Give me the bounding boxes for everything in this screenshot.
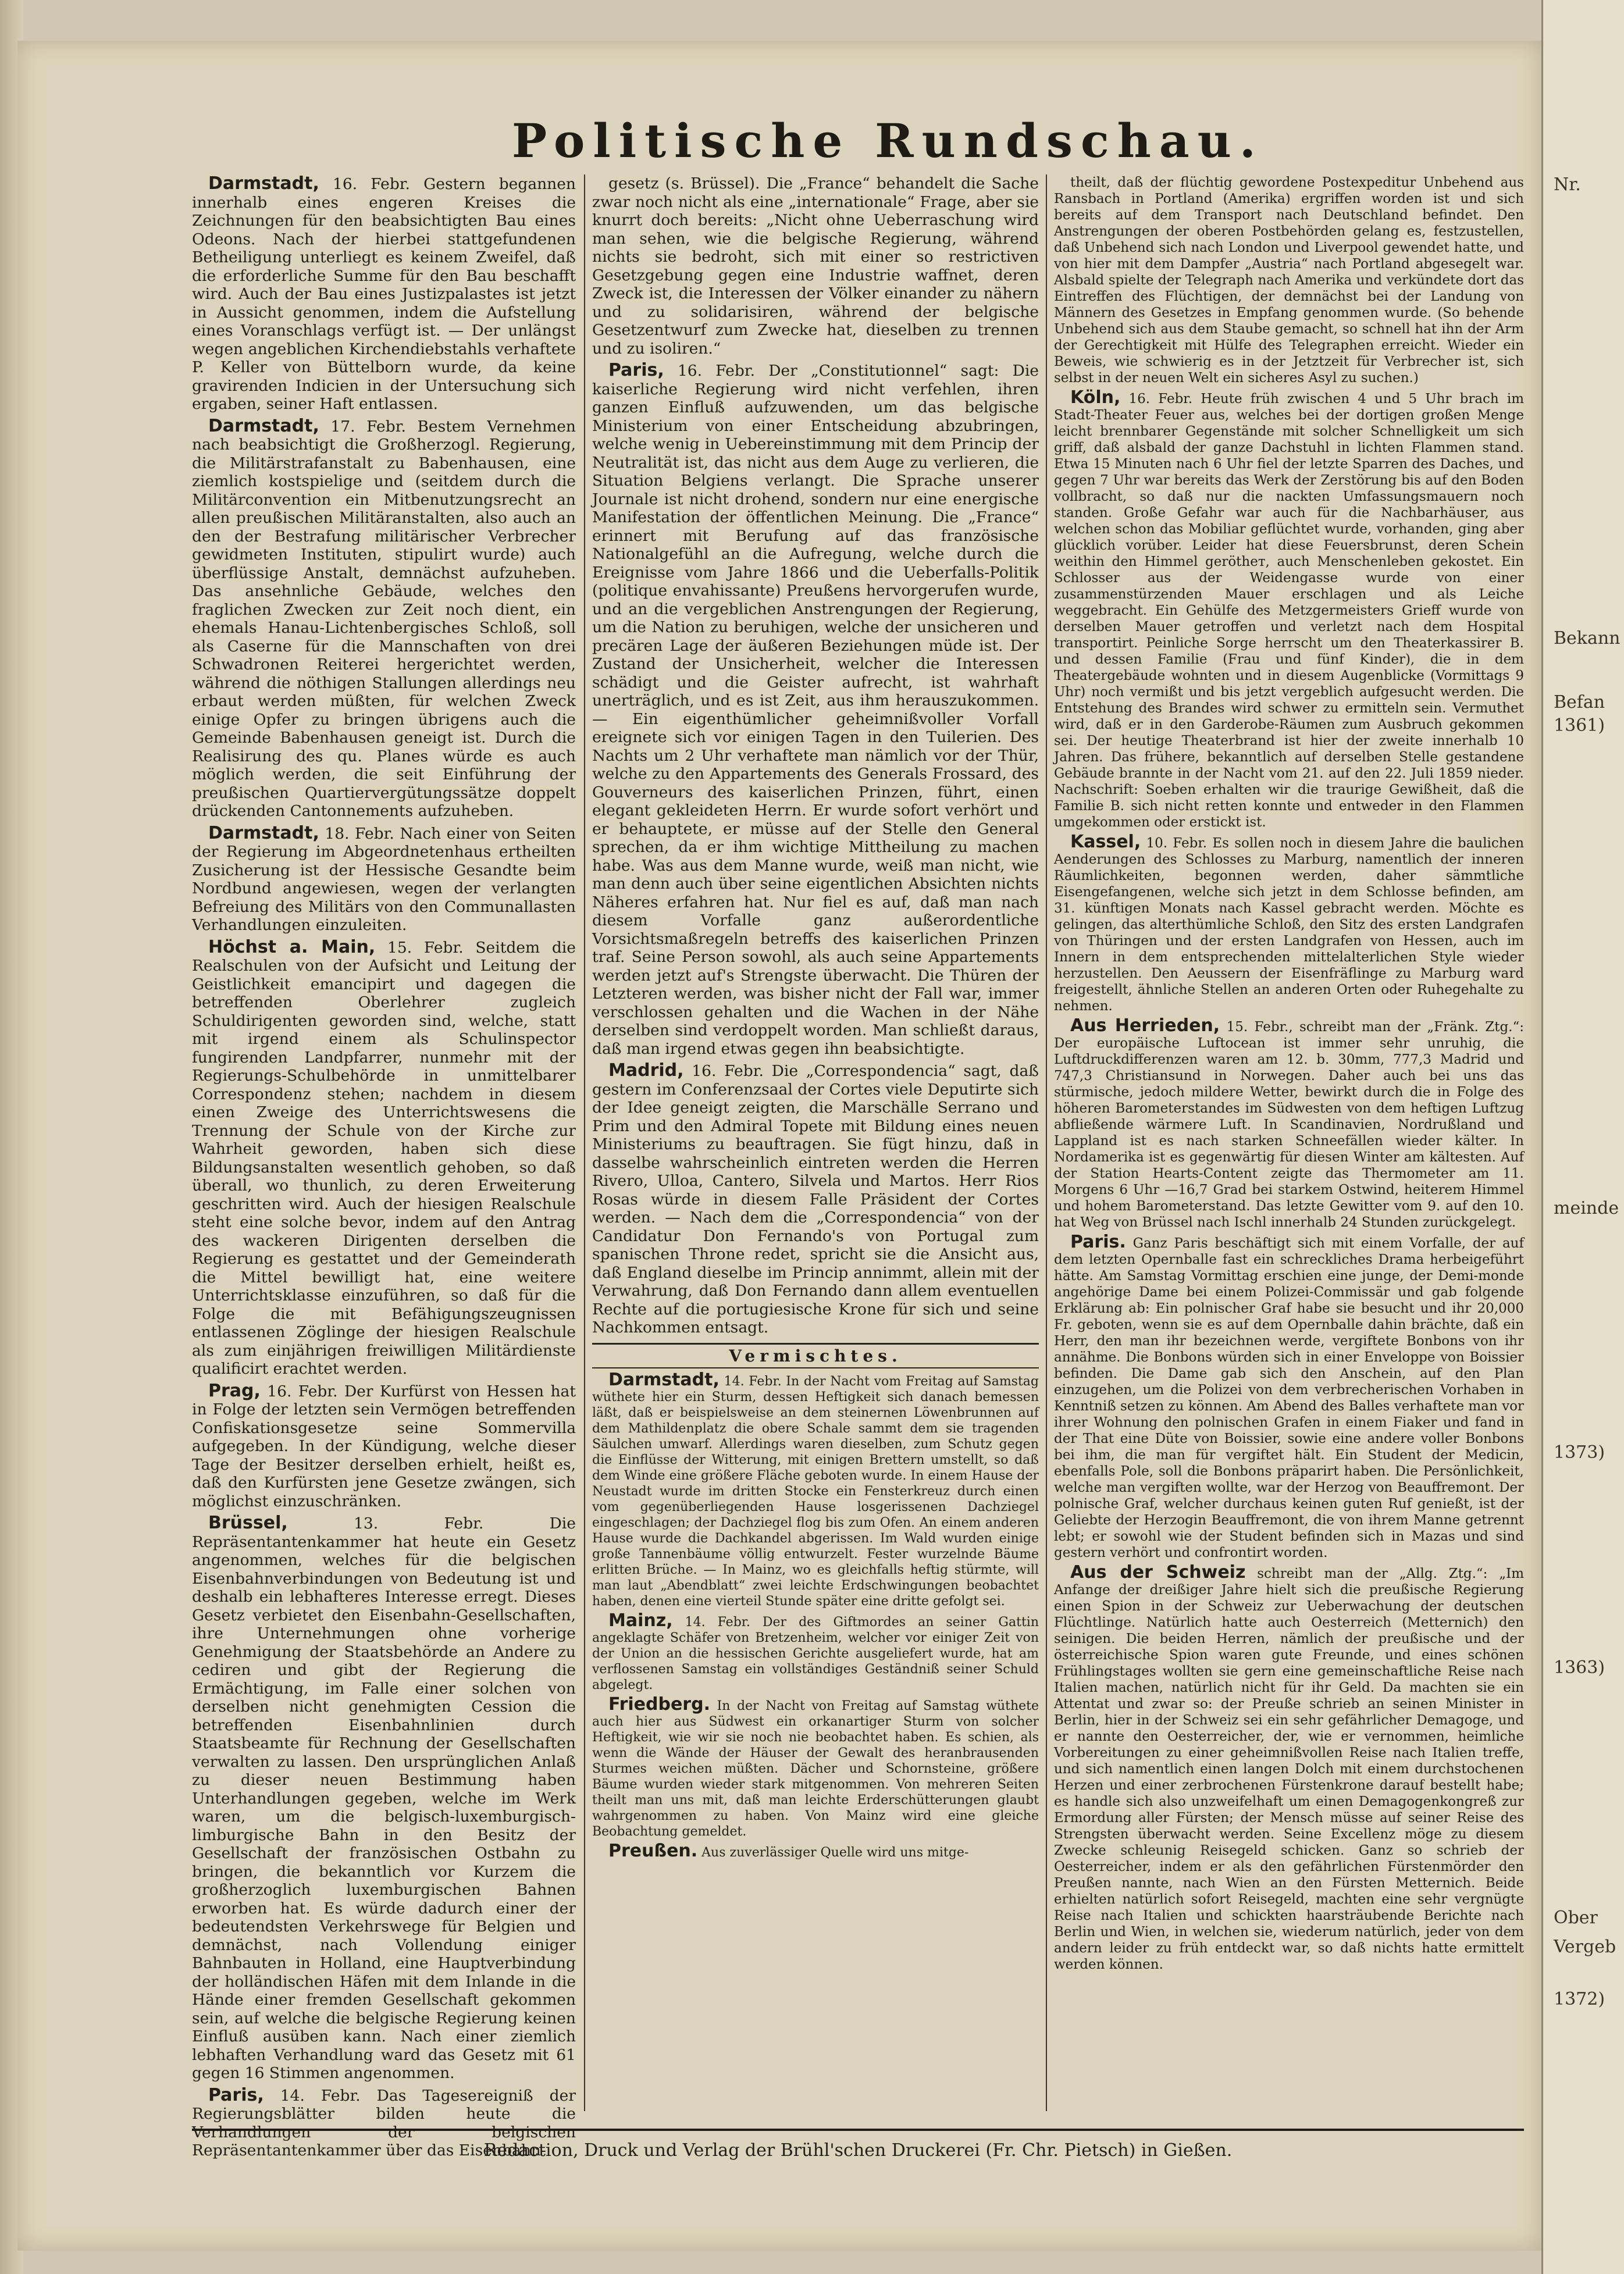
column-1 xyxy=(192,174,576,2163)
article xyxy=(192,824,576,935)
article-body: Gestern begannen innerhalb eines engeren Kreises die Zeichnungen für den beabsichtigten Bau eines Odeons. Nach der hierbei stattgefundenen Betheiligung unterliegt es keinem Zweifel, daß die erforderliche Summe für den Bau beschafft wird. Auch der Bau eines Justizpalastes ist jetzt in Aussicht genommen, indem die Aufstellung eines Voranschlags verfügt ist. — Der unlängst wegen angeblichen Kirchendiebstahls verhaftete P. Keller von Büttelborn wurde, da keine gravirenden Indicien in der Untersuchung sich ergaben, seiner Haft entlassen. xyxy=(192,175,576,413)
strip-fragment: Vergeb xyxy=(1554,1937,1616,1957)
adjacent-page-strip xyxy=(1541,0,1624,2274)
article-dateline: Friedberg. xyxy=(608,1694,710,1715)
article-body: Die Repräsentantenkammer hat heute ein Gesetz angenommen, welches für die belgischen Eisenbahnverbindungen von Bedeutung ist und deshalb ein lebhafteres Interesse erregt. Dieses Gesetz verbietet den Eisenbahn-Gesellschaften, ihre Unternehmungen ohne vorherige Genehmigung der Staatsbehörde an Andere zu cediren und gibt der Regierung die Ermächtigung, im Falle einer solchen von derselben nicht genehmigten Cession die betreffenden Eisenbahnlinien durch Staatsbeamte für Rechnung der Gesellschaften verwalten zu lassen. Den ursprünglichen Anlaß zu dieser neuen Bestimmung haben Unterhandlungen gegeben, welche im Werk waren, um die belgisch-luxemburgisch-limburgische Bahn in den Besitz der Gesellschaft der französischen Ostbahn zu bringen, die bekanntlich vor Kurzem die großherzoglich luxemburgischen Bahnen erworben hat. Es würde dadurch einer der bedeutendsten Verkehrswege für Belgien und demnächst, nach Vollendung einiger Bahnbauten in Holland, eine Hauptverbindung der holländischen Häfen mit dem Inlande in die Hände einer fremden Gesellschaft gekommen sein, auf welche die belgische Regierung keinen Einfluß ausüben kann. Nach einer ziemlich lebhaften Verhandlung ward das Gesetz mit 61 gegen 16 Stimmen angenommen. xyxy=(192,1514,576,2082)
strip-fragment: Bekann xyxy=(1554,628,1621,648)
article-date: 15. Febr. xyxy=(387,938,464,957)
article xyxy=(592,174,1039,358)
article-body: schreibt man der „Fränk. Ztg.“: Der europäische Luftocean ist immer sehr unruhig, die Luftdruckdifferenzen waren am 12. b. 30mm, 777,3 Madrid und 747,3 Christiansund in Norwegen. Daher auch bei uns das stürmische, jedoch mildere Wetter, bewirkt durch die in Folge des höheren Barometerstandes im Südwesten von dem heftigen Luftzug abfließende wärmere Luft. In Scandinavien, Nordrußland und Lappland ist es nach starken Schneefällen wieder kälter. In Nordamerika ist es gegenwärtig für diesen Winter am kältesten. Auf der Station Hearts-Content zeigte das Thermometer am 11. Morgens 6 Uhr —16,7 Grad bei starkem Ostwind, heiterem Himmel und hohem Barometerstand. Das letzte Gewitter vom 9. auf den 10. hat Weg von Brüssel nach Ischl innerhalb 24 Stunden zurückgelegt. xyxy=(1054,1020,1524,1230)
article-date: 16. Febr. xyxy=(692,1062,764,1080)
article-date: 18. Febr. xyxy=(325,824,394,843)
article xyxy=(592,1372,1039,1609)
imprint-footer: Redaction, Druck und Verlag der Brühl'schen Druckerei (Fr. Chr. Pietsch) in Gießen. xyxy=(483,2140,1233,2161)
article-body: Seitdem die Realschulen von der Aufsicht und Leitung der Geistlichkeit emancipirt und dagegen die betreffenden Oberlehrer zugleich Schuldirigenten geworden sind, welche, statt mit irgend einem als Schulinspector fungirenden Landpfarrer, nunmehr mit der Regierungs-Schulbehörde in unmittelbarer Correspondenz stehen; nachdem in diesem einen Zweige des Unterrichtswesens die Trennung der Schule von der Kirche zur Wahrheit geworden, haben sich diese Bildungsanstalten wesentlich gehoben, so daß überall, wo thunlich, zu deren Erweiterung geschritten wird. Auch der hiesigen Realschule steht eine solche bevor, indem auf den Antrag des wackeren Dirigenten derselben die Regierung es gestattet und der Gemeinderath die Mittel bewilligt hat, eine weitere Unterrichtsklasse einzuführen, so daß für die Folge die mit Befähigungszeugnissen entlassenen Zöglinge der hiesigen Realschule als zum einjährigen freiwilligen Militärdienste qualificirt erachtet werden. xyxy=(192,938,576,1378)
article xyxy=(192,1382,576,1511)
article-dateline: Prag, xyxy=(208,1380,261,1401)
article-dateline: Aus der Schweiz xyxy=(1070,1562,1246,1582)
column-rule xyxy=(1046,174,1047,2111)
article-body: Der des Giftmordes an seiner Gattin angeklagte Schäfer von Bretzenheim, welcher vor einiger Zeit von der Union an die hessischen Gerichte ausgeliefert wurde, hat am verflossenen Samstag ein vollständiges Geständniß seiner Schuld abgelegt. xyxy=(592,1615,1039,1692)
article xyxy=(192,938,576,1378)
article-dateline: Kassel, xyxy=(1070,832,1141,852)
article-dateline: Darmstadt, xyxy=(208,822,319,843)
article-body: Es sollen noch in diesem Jahre die baulichen Aenderungen des Schlosses zu Marburg, namentlich der inneren Räumlichkeiten, begonnen werden, daher sämmtliche Eisengefangenen, welche sich jetzt in dem Schlosse befinden, am 31. künftigen Monats nach Kassel gebracht werden. Möchte es gelingen, das alterthümliche Schloß, den Sitz des ersten Landgrafen von Thüringen und der ersten Landgrafen von Hessen, auch im Innern in dem entsprechenden mittelalterlichen Style wieder herzustellen. Den Aeussern der Eisenfräflinge zu Marburg ward freigestellt, ähnliche Stellen an anderen Orten oder Ruhegehalte zu nehmen. xyxy=(1054,836,1525,1014)
article xyxy=(592,1843,1039,1860)
article-dateline: Brüssel, xyxy=(208,1513,288,1533)
article-dateline: Mainz, xyxy=(608,1610,673,1631)
article-body: Die „Correspondencia“ sagt, daß gestern im Conferenzsaal der Cortes viele Deputirte sich der Idee geneigt zeigten, die Marschälle Serrano und Prim und den Admiral Topete mit Bildung eines neuen Ministeriums zu beauftragen. Sie fügt hinzu, daß in dasselbe wahrscheinlich eintreten werden die Herren Rivero, Ulloa, Cantero, Silvela und Martos. Herr Rios Rosas würde in diesem Falle Präsident der Cortes werden. — Nach dem die „Correspondencia“ von der Candidatur Don Fernando's von Portugal zum spanischen Throne redet, spricht sie die Ansicht aus, daß England dieselbe im Princip annimmt, allein mit der Verwahrung, daß Don Fernando dann allem eventuellen Rechte auf die portugiesische Krone für sich und seine Nachkommen entsagt. xyxy=(592,1062,1039,1336)
article-dateline: Paris. xyxy=(1070,1232,1126,1252)
article-body: In der Nacht vom Freitag auf Samstag wüthete hier ein Sturm, dessen Heftigkeit sich danach bemessen läßt, daß er beispielsweise an dem steinernen Löwenbrunnen auf dem Mathildenplatz die obere Schale sammt dem sie tragenden Säulchen umwarf. Allerdings waren dieselben, zum Schutz gegen die Einflüsse der Witterung, mit einigen Brettern umstellt, so daß dem Winde eine größere Fläche geboten wurde. In einem Hause der Neustadt wurde im dritten Stocke ein Fensterkreuz durch einen vom gegenüberliegenden Hause losgerissenen Dachziegel eingeschlagen; der Dachziegel flog bis zum Ofen. An einem anderen Hause wurde die Dachkandel abgerissen. Im Wald wurden einige große Tannenbäume völlig entwurzelt. Fester wurzelnde Bäume erlitten Brüche. — In Mainz, wo es gleichfalls heftig stürmte, will man laut „Abendblatt“ zwei leichte Erdschwingungen beobachtet haben, denen eine vierteil Stunde später eine dritte gefolgt sei. xyxy=(592,1374,1039,1609)
article-date: 16. Febr. xyxy=(1128,391,1193,407)
article-body: In der Nacht von Freitag auf Samstag wüthete auch hier aus Südwest ein orkanartiger Sturm von solcher Heftigkeit, wie wir sie noch nie beobachtet haben. Es schien, als wenn die Wände der Häuser der Gewalt des heranbrausenden Sturmes weichen müßten. Dächer und Schornsteine, größere Bäume wurden wieder stark mitgenommen. Von mehreren Seiten theilt man uns mit, daß man leichte Erderschütterungen glaubt wahrgenommen zu haben. Von Mainz wird eine gleiche Beobachtung gemeldet. xyxy=(592,1699,1039,1839)
article-date: 16. Febr. xyxy=(267,1382,338,1400)
article xyxy=(192,174,576,414)
article-dateline: Paris, xyxy=(208,2084,264,2105)
column-2 xyxy=(592,174,1039,1864)
article xyxy=(192,1514,576,2083)
article-dateline: Paris, xyxy=(608,360,664,380)
article-body: gesetz (s. Brüssel). Die „France“ behandelt die Sache zwar noch nicht als eine „internationale“ Frage, aber sie knurrt doch bereits: „Nicht ohne Ueberraschung wird man sehen, wie die belgische Regierung, während nichts sie bedroht, sich mit einer so restrictiven Gesetzgebung gegen eine Industrie waffnet, deren Zweck ist, die Interessen der Völker einander zu nähern und zu solidarisiren, während der belgische Gesetzentwurf zum Zwecke hat, dieselben zu trennen und zu isoliren.“ xyxy=(592,174,1039,358)
strip-fragment: 1372) xyxy=(1554,1989,1605,2009)
article xyxy=(192,417,576,821)
article xyxy=(1054,834,1524,1014)
article-body: Bestem Vernehmen nach beabsichtigt die Großherzogl. Regierung, die Militärstrafanstalt zu Babenhausen, eine ziemlich kostspielige und (seitdem durch die Militärconvention ein Mitbenutzungsrecht an allen preußischen Militäranstalten, also auch an den der Bestrafung militärischer Verbrecher gewidmeten Instituten, stipulirt wurde) auch überflüssige Anstalt, demnächst aufzuheben. Das ansehnliche Gebäude, welches den fraglichen Zwecken zur Zeit noch dient, ein ehemals Hanau-Lichtenbergisches Schloß, soll als Caserne für die Mannschaften von drei Schwadronen Reiterei hergerichtet werden, während die nöthigen Stallungen allerdings neu erbaut werden müßten, für welchen Zweck einige Opfer zu bringen übrigens auch die Gemeinde Babenhausen geneigt ist. Durch die Realisirung des qu. Planes würde es auch möglich werden, die seit Einführung der preußischen Quartiervergütungssätze doppelt drückenden Cantonnements aufzuheben. xyxy=(192,417,576,820)
article-date: 16. Febr. xyxy=(677,362,756,380)
article xyxy=(592,361,1039,1058)
article xyxy=(1054,174,1524,386)
article-dateline: Darmstadt, xyxy=(208,415,319,436)
article-dateline: Darmstadt, xyxy=(608,1370,720,1390)
article-date: 13. Febr. xyxy=(354,1514,484,1532)
article-date: 14. Febr. xyxy=(685,1615,750,1630)
article xyxy=(592,1610,1039,1693)
strip-fragment: meinde xyxy=(1554,1198,1619,1218)
strip-fragment: Nr. xyxy=(1554,174,1581,195)
article-body: theilt, daß der flüchtig gewordene Postexpeditur Unbehend aus Ransbach in Portland (Amerika) ergriffen worden ist und sich bereits auf dem Transport nach Deutschland befindet. Den Anstrengungen der oberen Postbehörden gelang es, festzustellen, daß Unbehend sich nach London und Liverpool gewendet hatte, und von hier mit dem Dampfer „Austria“ nach Portland abgesegelt war. Alsbald spielte der Telegraph nach Amerika und verkündete dort das Eintreffen des Flüchtigen, der demnächst bei der Landung von Männern des Gesetzes in Empfang genommen wurde. (So behende Unbehend sich aus dem Staube gemacht, so schnell hat ihn der Arm der Gerechtigkeit mit Hülfe des Telegraphen erreicht. Wieder ein Beweis, wie schwierig es in der Jetztzeit für Verbrecher ist, sich selbst in der neuen Welt ein sicheres Asyl zu suchen.) xyxy=(1054,175,1524,386)
article-date: 16. Febr. xyxy=(332,175,410,193)
vermischtes-heading: Vermischtes. xyxy=(592,1343,1039,1369)
article xyxy=(1054,387,1525,831)
article-body: Der Kurfürst von Hessen hat in Folge der letzten sein Vermögen betreffenden Confiskationsgesetze seine Sommervilla aufgegeben. In der Kündigung, welche dieser Tage der Besitzer derselben erhielt, heißt es, daß den Kurfürsten jene Gesetze zwängen, sich möglichst einzuschränken. xyxy=(192,1382,576,1510)
article-dateline: Preußen. xyxy=(608,1841,698,1861)
article-date: 14. Febr. xyxy=(724,1374,782,1389)
strip-fragment: Befan xyxy=(1554,692,1605,712)
article xyxy=(1054,1234,1524,1561)
article-body: schreibt man der „Allg. Ztg.“: „Im Anfange der dreißiger Jahre hielt sich die preußische Regierung einen Spion in der Schweiz zur Ueberwachung der deutschen Flüchtlinge. Natürlich hatte auch Oesterreich (Metternich) den seinigen. Die beiden Herren, nämlich der preußische und der österreichische Spion waren gute Freunde, und eines schönen Frühlingstages wollten sie gern eine gemeinschaftliche Reise nach Italien machen, natürlich nicht für ihr Geld. Da machten sie ein Attentat und zwar so: der Preuße schrieb an seinen Minister in Berlin, hier in der Schweiz sei ein sehr gefährlicher Demagoge, und er nannte den Oesterreicher, der, wie er vernommen, heimliche Vorbereitungen zu einer geheimnißvollen Reise nach Italien treffe, und sich namentlich einen langen Dolch mit einem durchstochenen Herzen und einer zerbrochenen Fürstenkrone darauf bestellt habe; es handle sich also unzweifelhaft um einen Demagogenkongreß zur Ermordung aller Fürsten; der Mensch müsse auf seiner Reise des Strengsten überwacht werden. Seine Excellenz möge zu diesem Zwecke schleunig Reisegeld schicken. Ganz so schrieb der Oesterreicher, indem er als den gefährlichen Fürstenmörder den Preußen nannte, nach Wien an den Fürsten Metternich. Beide erhielten natürlich sofort Reisegeld, machten eine sehr vergnügte Reise nach Italien und schickten haarsträubende Berichte nach Berlin und Wien, in welchen sie, wiederum natürlich, jeder von dem andern leider zu früh entdeckt war, so daß nichts hatte ermittelt werden können. xyxy=(1054,1566,1524,1972)
article-dateline: Darmstadt, xyxy=(208,173,319,194)
article xyxy=(592,1061,1039,1337)
strip-fragment: 1373) xyxy=(1554,1442,1605,1463)
article xyxy=(592,1696,1039,1840)
article-body: Das Tagesereigniß der Regierungsblätter bilden heute die Verhandlungen der belgischen Repräsentantenkammer über das Eisenbahn- xyxy=(192,2086,576,2159)
article-dateline: Höchst a. Main, xyxy=(208,936,376,957)
footer-rule xyxy=(192,2129,1524,2131)
article-body: Ganz Paris beschäftigt sich mit einem Vorfalle, der auf dem letzten Opernballe fast ein schreckliches Drama herbeigeführt hätte. Am Samstag Vormittag erschien eine junge, der Demi-monde angehörige Dame bei einem Polizei-Commissär und gab folgende Erklärung ab: Ein polnischer Graf habe sie besucht und ihr 20,000 Fr. geboten, wenn sie es auf dem Opernballe dahin brächte, daß ein Herr, den man ihr bezeichnen werde, vergiftete Bonbons von ihr annähme. Die Bonbons würden sich in einer Enveloppe von Boissier befinden. Die Dame gab sich den Anschein, auf den Plan einzugehen, um die Polizei von dem verbrecherischen Vorhaben in Kenntniß setzen zu können. Am Abend des Balles verhaftete man vor ihrer Wohnung den polnischen Grafen in einem Fiaker und fand in der That eine Düte von Boissier, sowie eine andere voller Bonbons bei ihm, die man für vergiftet hält. Ein Student der Medicin, ebenfalls Pole, soll die Bonbons präparirt haben. Die Persönlichkeit, welche man vergiften wollte, war der Herzog von Beauffremont. Der polnische Graf, welcher durchaus keinen guten Ruf genießt, ist der Geliebte der Herzogin Beauffremont, die von ihrem Manne getrennt lebt; er sowohl wie der Student befinden sich in Mazas und sind gestern verhört und confrontirt worden. xyxy=(1054,1236,1525,1560)
strip-fragment: 1363) xyxy=(1554,1658,1605,1678)
column-rule xyxy=(584,174,585,2111)
article xyxy=(1054,1564,1524,1973)
article-dateline: Madrid, xyxy=(608,1060,684,1081)
article-date: 17. Febr. xyxy=(330,417,406,436)
article-body: Der „Constitutionnel“ sagt: Die kaiserliche Regierung wird nicht verfehlen, ihren ganzen Einfluß aufzuwenden, um das belgische Ministerium von einer Entscheidung abzubringen, welche wenig in Uebereinstimmung mit dem Princip der Neutralität ist, das nicht aus dem Auge zu verlieren, die Situation Belgiens verlangt. Die Sprache unserer Journale ist nicht drohend, sondern nur eine energische Manifestation der öffentlichen Meinung. Die „France“ erinnert mit Berufung auf das französische Nationalgefühl an die Aufregung, welche durch die Ereignisse vom Jahre 1866 und die Ueberfalls-Politik (politique envahissante) Preußens hervorgerufen wurde, und an die vergeblichen Anstrengungen der Regierung, um die Nation zu beruhigen, welche der unsicheren und precären Lage der äußeren Beziehungen müde ist. Der Zustand der Unsicherheit, welcher die Interessen schädigt und die Geister aufrecht, ist wahrhaft unerträglich, und es ist Zeit, aus ihm herauszukommen. — Ein eigenthümlicher geheimnißvoller Vorfall ereignete sich vor einigen Tagen in den Tuilerien. Des Nachts um 2 Uhr verhaftete man nämlich vor der Thür, welche zu den Appartements des Generals Frossard, des Gouverneurs des kaiserlichen Prinzen, führt, einen elegant gekleideten Herrn. Er wurde sofort verhört und er behauptete, er müsse auf der Stelle den General sprechen, da er ihm wichtige Mittheilung zu machen habe. Was aus dem Manne wurde, weiß man nicht, wie man denn auch über seine eigentlichen Absichten nichts Näheres erfahren hat. Nur fiel es auf, daß man nach diesem Vorfalle ganz außerordentliche Vorsichtsmaßregeln betreffs des kaiserlichen Prinzen traf. Seine Person sowohl, als auch seine Appartements werden jetzt auf's Strengste überwacht. Die Thüren der Letzteren werden, was bisher nicht der Fall war, immer verschlossen gehalten und die Wachen in der Nähe derselben sind verdoppelt worden. Man schließt daraus, daß man irgend etwas gegen ihn beabsichtigte. xyxy=(592,362,1039,1058)
article-date: 10. Febr. xyxy=(1146,836,1208,851)
article-date: 14. Febr. xyxy=(280,2086,361,2105)
article xyxy=(1054,1015,1524,1231)
article-body: Heute früh zwischen 4 und 5 Uhr brach im Stadt-Theater Feuer aus, welches bei der dortigen großen Menge leicht brennbarer Gegenstände mit solcher Schnelligkeit um sich griff, daß alsbald der ganze Dachstuhl in lichten Flammen stand. Etwa 15 Minuten nach 6 Uhr fiel der letzte Sparren des Daches, und gegen 7 Uhr war bereits das Werk der Zerstörung bis auf den Boden vollbracht, so daß nur die nackten Umfassungsmauern noch standen. Große Gefahr war auch für die Nachbarhäuser, aus welchen schon das Mobiliar geflüchtet wurde, vorhanden, ging aber glücklich vorüber. Leider hat diese Feuersbrunst, deren Schein weithin den Himmel gerötheт, auch Menschenleben gekostet. Ein Schlosser aus der Weidengasse wurde von einer zusammenstürzenden Mauer erschlagen und als Leiche weggebracht. Ein Gehülfe des Metzgermeisters Grieff wurde von derselben Mauer getroffen und verletzt nach dem Hospital transportirt. Peinliche Sorge herrscht um den Theaterkassirer B. und dessen Familie (Frau und fünf Kinder), die in dem Theatergebäude wohnten und in diesem Augenblicke (Vormittags 9 Uhr) noch vermißt und bis jetzt vergeblich aufgesucht werden. Die Entstehung des Brandes wird schwer zu ermitteln sein. Vermuthet wird, daß er in den Garderobe-Räumen zum Ausbruch gekommen sei. Der heutige Theaterbrand ist hier der zweite innerhalb 10 Jahren. Das frühere, bekanntlich auf derselben Stelle gestandene Gebäude brannte in der Nacht vom 21. auf den 22. Juli 1859 nieder. Nachschrift: Soeben erhalten wir die traurige Gewißheit, daß die Familie B. sich nicht retten konnte und entweder in den Flammen umgekommen oder erstickt ist. xyxy=(1054,391,1525,830)
strip-fragment: 1361) xyxy=(1554,715,1605,736)
article-date: 15. Febr., xyxy=(1226,1020,1293,1035)
strip-fragment: Ober xyxy=(1554,1908,1598,1928)
article-dateline: Köln, xyxy=(1070,387,1121,408)
masthead: Politische Rundschau. xyxy=(512,113,1264,168)
article-dateline: Aus Herrieden, xyxy=(1070,1015,1220,1036)
article-body: Nach einer von Seiten der Regierung im Abgeordnetenhaus ertheilten Zusicherung ist der Hessische Gesandte beim Nordbund angewiesen, wegen der verlangten Befreiung des Militärs von den Communallasten Verhandlungen einzuleiten. xyxy=(192,824,576,934)
column-3 xyxy=(1054,174,1524,1976)
article-body: Aus zuverlässiger Quelle wird uns mitge- xyxy=(701,1845,969,1860)
